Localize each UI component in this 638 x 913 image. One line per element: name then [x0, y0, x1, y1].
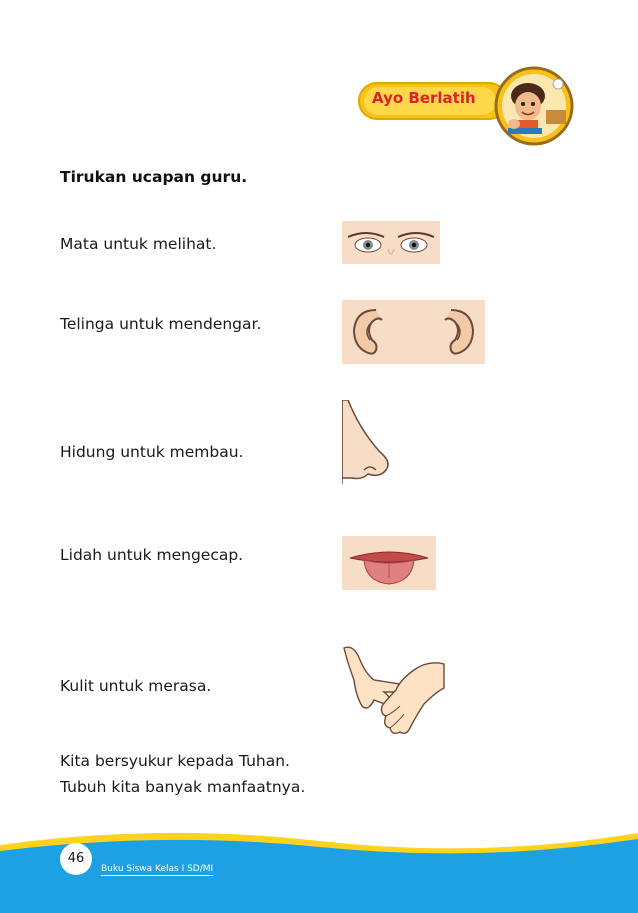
ayo-berlatih-badge	[358, 82, 508, 120]
book-title: Buku Siswa Kelas I SD/MI	[101, 864, 214, 874]
nose-icon	[342, 400, 392, 484]
closing-text	[60, 748, 305, 800]
ears-icon	[342, 300, 485, 364]
sentence-eyes: Mata untuk melihat.	[60, 235, 217, 253]
child-reading-mascot-icon	[488, 66, 576, 148]
sentence-ears: Telinga untuk mendengar.	[60, 315, 262, 333]
eyes-icon	[342, 221, 440, 264]
hands-icon	[340, 640, 448, 740]
footer-wave	[0, 815, 638, 913]
instruction-text: Tirukan ucapan guru.	[60, 168, 248, 186]
badge-label: Ayo Berlatih	[372, 89, 476, 107]
closing-line-1: Kita bersyukur kepada Tuhan.	[60, 752, 290, 770]
page-number: 46	[60, 843, 92, 875]
closing-line-2: Tubuh kita banyak manfaatnya.	[60, 778, 306, 796]
sentence-nose: Hidung untuk membau.	[60, 443, 244, 461]
sentence-skin: Kulit untuk merasa.	[60, 677, 212, 695]
tongue-icon	[342, 536, 436, 590]
sentence-tongue: Lidah untuk mengecap.	[60, 546, 244, 564]
